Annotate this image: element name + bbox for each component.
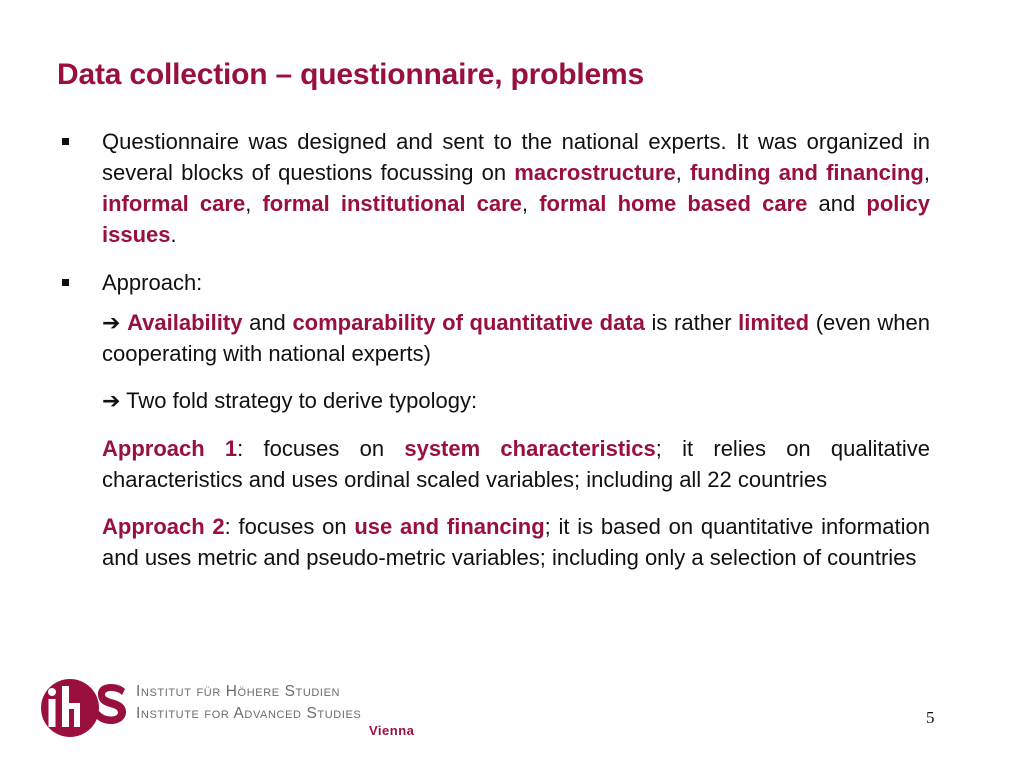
highlight-comparability: comparability of quantitative data	[292, 310, 645, 335]
highlight-use-and-financing: use and financing	[354, 514, 545, 539]
availability-paragraph	[102, 307, 930, 369]
right-arrow-icon: ➔	[102, 310, 121, 335]
separator: ,	[245, 191, 263, 216]
slide-title: Data collection – questionnaire, problems	[57, 58, 644, 91]
institute-name-english: Institute for Advanced Studies	[136, 705, 362, 722]
bullet-approach	[60, 267, 930, 298]
highlight-formal-home-based-care: formal home based care	[539, 191, 808, 216]
conjunction-and: and	[242, 310, 293, 335]
page-number: 5	[926, 708, 935, 727]
ihs-logo-icon	[40, 678, 130, 738]
approach-1-label: Approach 1	[102, 436, 238, 461]
square-bullet-icon	[62, 279, 69, 286]
highlight-formal-institutional-care: formal institutional care	[262, 191, 522, 216]
approach-1-paragraph	[102, 433, 930, 495]
period: .	[170, 222, 177, 247]
approach-2-description: ; it is based on quantitative information and uses metric and pseudo-metric variables; including only a selection of countries	[102, 514, 930, 570]
highlight-funding-and-financing: funding and financing	[689, 160, 924, 185]
approach-2-label: Approach 2	[102, 514, 225, 539]
institute-name-german: Institut für Höhere Studien	[136, 683, 341, 700]
text-is-rather: is rather	[644, 310, 739, 335]
highlight-availability: Availability	[127, 310, 243, 335]
approach-2-paragraph	[102, 511, 930, 573]
highlight-limited: limited	[738, 310, 810, 335]
bullet-questionnaire	[60, 126, 930, 250]
text-national-experts: (even when cooperating with national experts)	[102, 310, 930, 366]
highlight-macrostructure: macrostructure	[514, 160, 676, 185]
right-arrow-icon: ➔	[102, 388, 121, 413]
approach-1-description: ; it relies on qualitative characteristics and uses ordinal scaled variables; including all 22 countries	[102, 436, 930, 492]
city-label: Vienna	[369, 723, 415, 738]
approach-heading: Approach:	[102, 270, 203, 295]
highlight-policy-issues: policy issues	[102, 191, 930, 247]
separator: ,	[923, 160, 930, 185]
separator: ,	[675, 160, 690, 185]
highlight-informal-care: informal care	[102, 191, 246, 216]
square-bullet-icon	[62, 138, 69, 145]
approach-2-text: : focuses on	[224, 514, 355, 539]
approach-1-text: : focuses on	[237, 436, 405, 461]
slide-content	[60, 126, 930, 573]
conjunction-and: and	[807, 191, 867, 216]
highlight-system-characteristics: system characteristics	[404, 436, 656, 461]
strategy-paragraph	[102, 385, 930, 416]
strategy-text: Two fold strategy to derive typology:	[120, 388, 478, 413]
separator: ,	[521, 191, 540, 216]
bullet1-text: Questionnaire was designed and sent to the national experts. It was organized in several blocks of questions focussing on	[102, 129, 930, 185]
